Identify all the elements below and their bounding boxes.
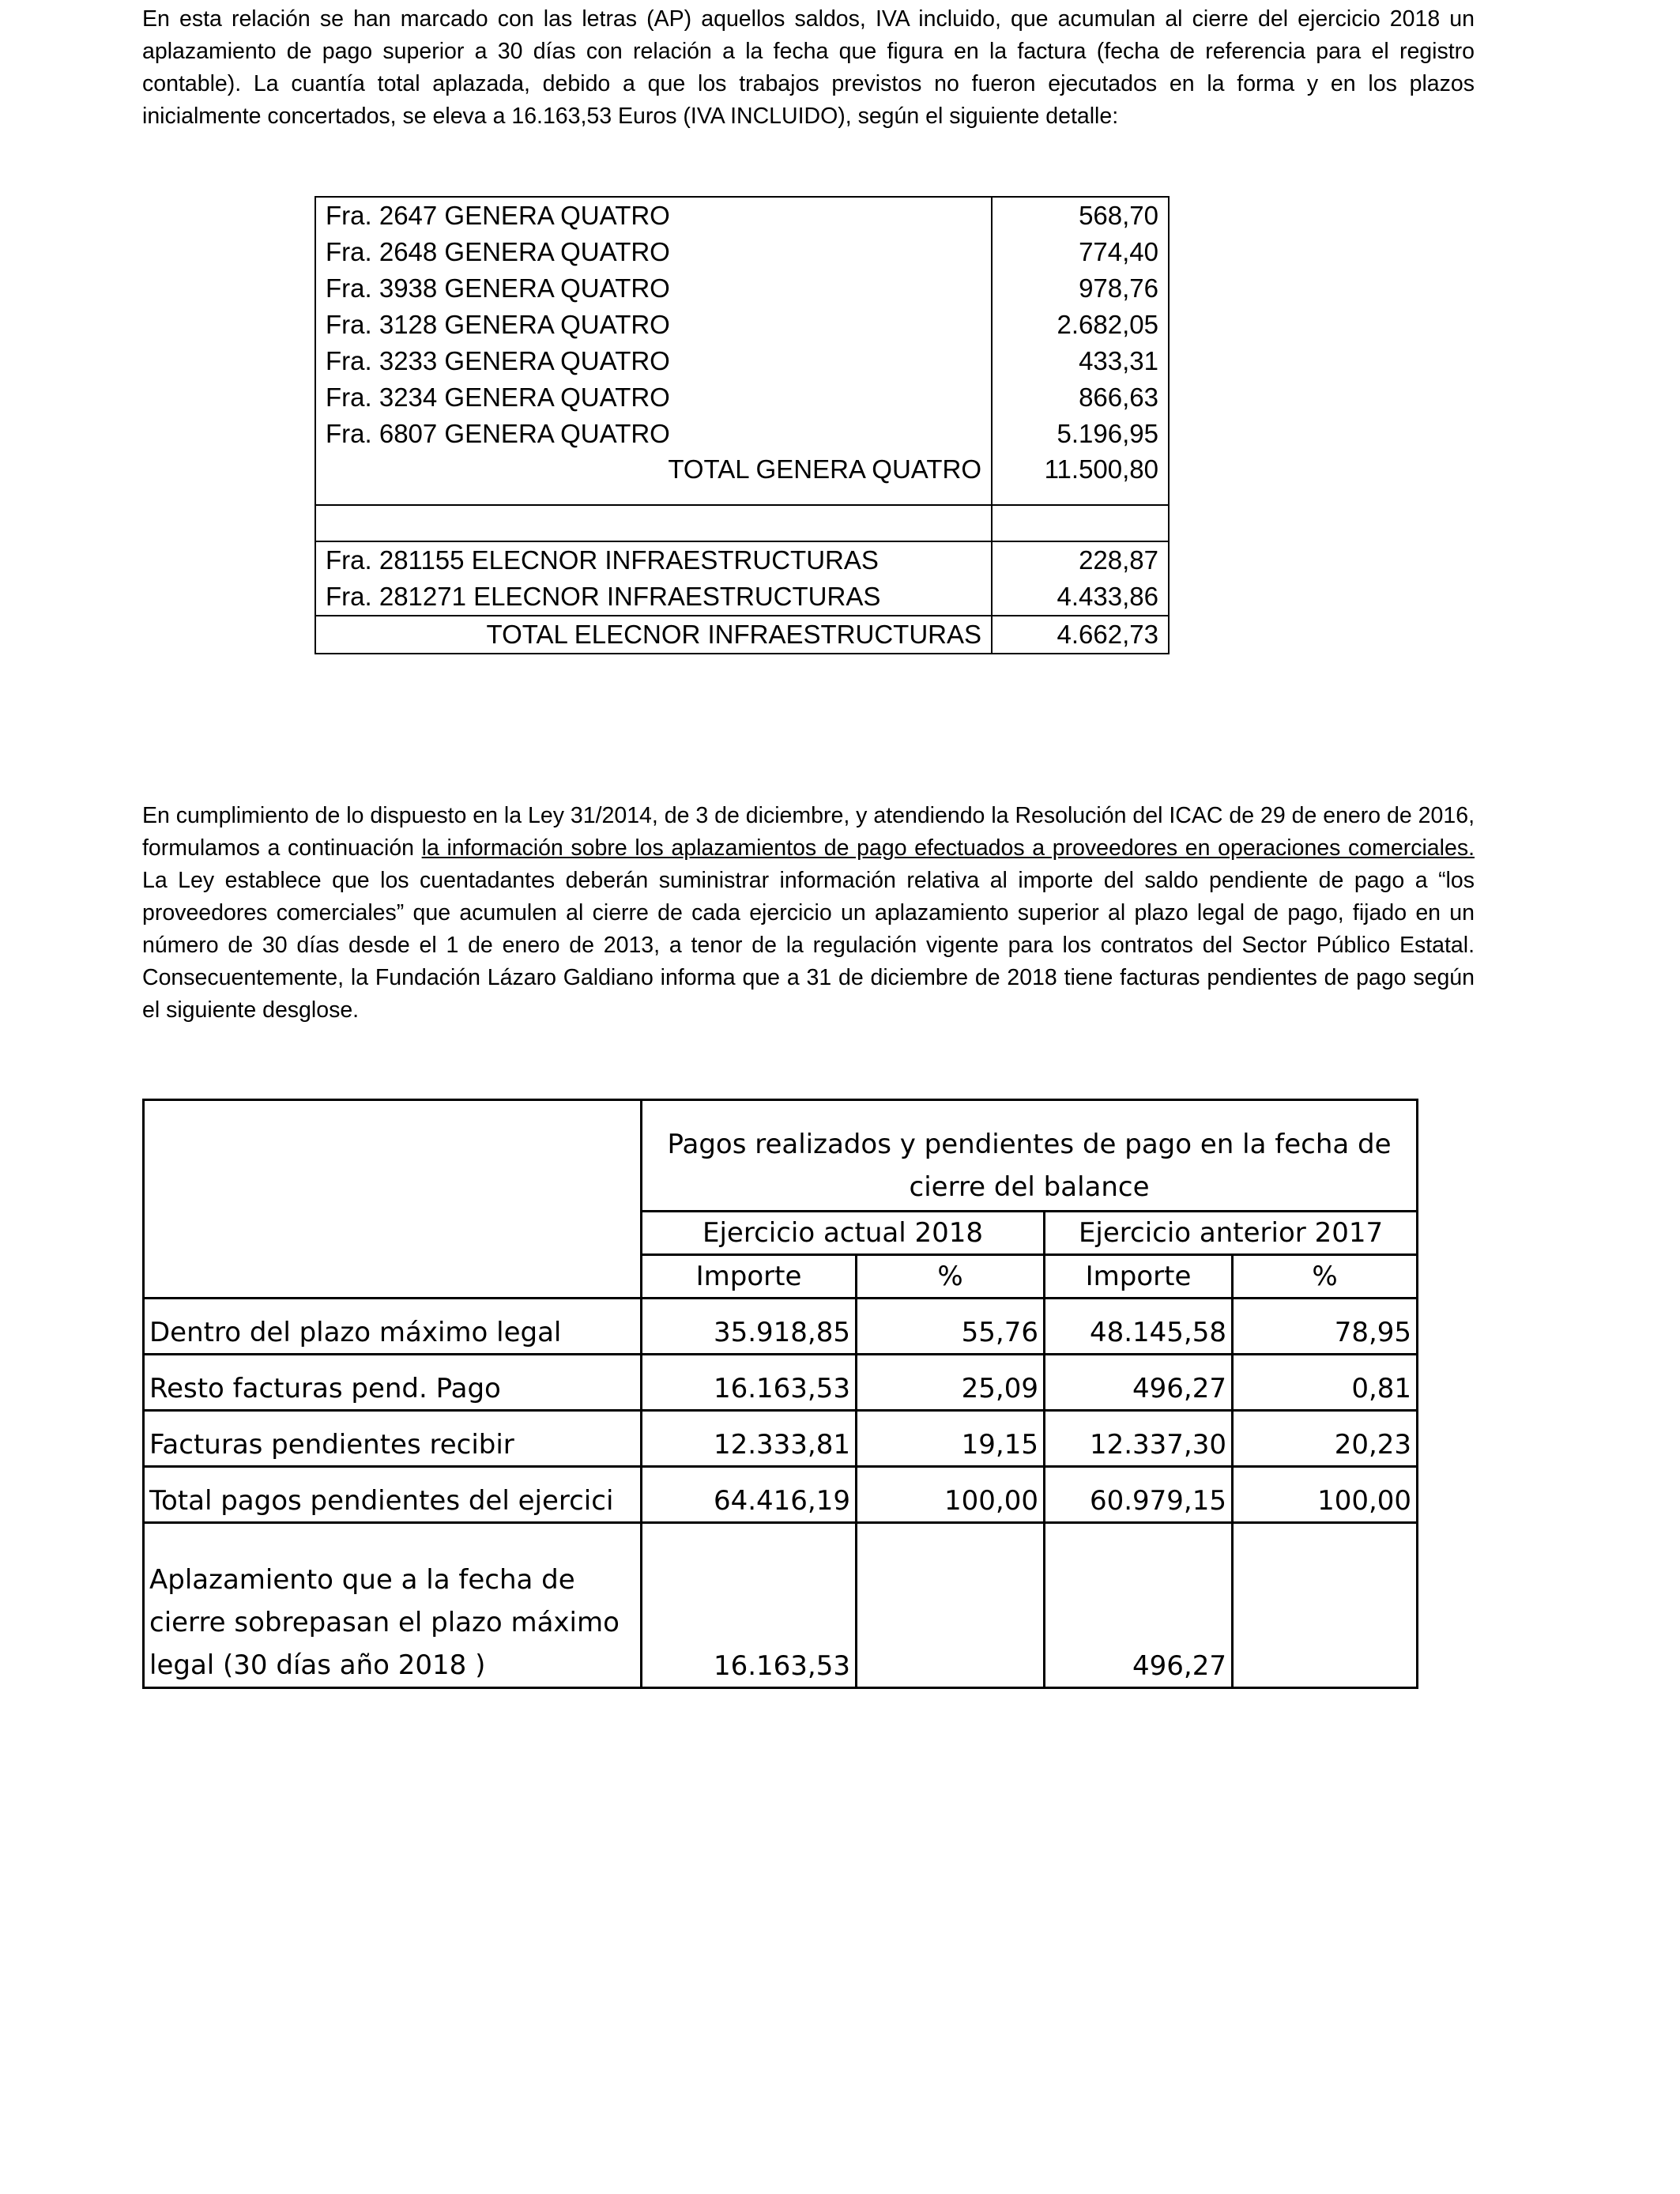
year-current-header: Ejercicio actual 2018 — [642, 1212, 1045, 1255]
invoice-amount: 978,76 — [992, 270, 1169, 307]
invoice-row — [315, 343, 1169, 379]
amount-header-2018: Importe — [642, 1255, 857, 1299]
percent-2018: 55,76 — [857, 1299, 1045, 1355]
invoice-label: Fra. 3234 GENERA QUATRO — [315, 379, 992, 416]
intro-paragraph: En esta relación se han marcado con las letras (AP) aquellos saldos, IVA incluido, que acumulan al cierre del ejercicio 2018 un aplazamiento de pago superior a 30 días con relación a la fecha que figura en la factura (fecha de referencia para el registro contable). La cuantía total aplazada, debido a que los trabajos previstos no fueron ejecutados en la forma y en los plazos inicialmente concertados, se eleva a 16.163,53 Euros (IVA INCLUIDO), según el siguiente detalle: — [142, 6, 1475, 129]
genera-total-row — [315, 452, 1169, 505]
amount-2018: 64.416,19 — [642, 1467, 857, 1523]
amount-2017: 496,27 — [1045, 1355, 1233, 1411]
genera-total-row-label: TOTAL GENERA QUATRO — [315, 452, 992, 505]
law-paragraph — [142, 800, 1475, 1027]
invoice-label: Fra. 281271 ELECNOR INFRAESTRUCTURAS — [315, 579, 992, 616]
invoice-label: Fra. 2648 GENERA QUATRO — [315, 234, 992, 270]
law-text-before: En cumplimiento de lo dispuesto en la Ley 31/2014, de 3 de diciembre, y atendiendo la Resolución del ICAC de 29 de enero de 2016, formulamos a continuación — [142, 803, 1475, 861]
amount-2018: 35.918,85 — [642, 1299, 857, 1355]
deferral-percent-2018 — [857, 1523, 1045, 1688]
percent-2017: 20,23 — [1233, 1411, 1418, 1467]
law-underlined-text: la información sobre los aplazamientos de pago efectuados a proveedores en operaciones comerciales. — [421, 835, 1475, 861]
empty-cell — [315, 505, 992, 541]
percent-2018: 100,00 — [857, 1467, 1045, 1523]
amount-2017: 48.145,58 — [1045, 1299, 1233, 1355]
amount-2017: 12.337,30 — [1045, 1411, 1233, 1467]
deferred-invoices-table — [315, 196, 1170, 654]
payments-row-label: Dentro del plazo máximo legal — [144, 1299, 642, 1355]
invoice-label: Fra. 3233 GENERA QUATRO — [315, 343, 992, 379]
deferral-amount-2017: 496,27 — [1045, 1523, 1233, 1688]
invoice-amount: 774,40 — [992, 234, 1169, 270]
amount-2018: 12.333,81 — [642, 1411, 857, 1467]
year-previous-header: Ejercicio anterior 2017 — [1045, 1212, 1418, 1255]
invoice-label: Fra. 6807 GENERA QUATRO — [315, 416, 992, 452]
payments-row-label: Total pagos pendientes del ejercici — [144, 1467, 642, 1523]
invoice-row — [315, 234, 1169, 270]
invoice-row — [315, 270, 1169, 307]
supplier-payments-table — [142, 1099, 1418, 1689]
amount-header-2017: Importe — [1045, 1255, 1233, 1299]
genera-total-row-amount: 11.500,80 — [992, 452, 1169, 505]
amount-2018: 16.163,53 — [642, 1355, 857, 1411]
invoice-label: Fra. 3938 GENERA QUATRO — [315, 270, 992, 307]
invoice-row — [315, 197, 1169, 234]
empty-row — [315, 505, 1169, 541]
amount-2017: 60.979,15 — [1045, 1467, 1233, 1523]
deferral-percent-2017 — [1233, 1523, 1418, 1688]
deferral-amount-2018: 16.163,53 — [642, 1523, 857, 1688]
percent-2018: 19,15 — [857, 1411, 1045, 1467]
invoice-row — [315, 307, 1169, 343]
payments-row — [144, 1355, 1418, 1411]
invoice-row — [315, 416, 1169, 452]
percent-2017: 100,00 — [1233, 1467, 1418, 1523]
percent-header-2017: % — [1233, 1255, 1418, 1299]
invoice-amount: 4.433,86 — [992, 579, 1169, 616]
invoice-label: Fra. 281155 ELECNOR INFRAESTRUCTURAS — [315, 541, 992, 579]
elecnor-total-row — [315, 616, 1169, 654]
invoice-row — [315, 379, 1169, 416]
elecnor-total-row-label: TOTAL ELECNOR INFRAESTRUCTURAS — [315, 616, 992, 654]
invoice-label: Fra. 3128 GENERA QUATRO — [315, 307, 992, 343]
invoice-amount: 5.196,95 — [992, 416, 1169, 452]
payments-row — [144, 1467, 1418, 1523]
law-text-after: La Ley establece que los cuentadantes deberán suministrar información relativa al importe del saldo pendiente de pago a “los proveedores comerciales” que acumulen al cierre de cada ejercicio un aplazamiento superior al plazo legal de pago, fijado en un número de 30 días desde el 1 de enero de 2013, a tenor de la regulación vigente para los contratos del Sector Público Estatal. Consecuentemente, la Fundación Lázaro Galdiano informa que a 31 de diciembre de 2018 tiene facturas pendientes de pago según el siguiente desglose. — [142, 868, 1475, 1023]
empty-cell — [992, 505, 1169, 541]
percent-2017: 78,95 — [1233, 1299, 1418, 1355]
percent-2017: 0,81 — [1233, 1355, 1418, 1411]
elecnor-total-row-amount: 4.662,73 — [992, 616, 1169, 654]
invoice-amount: 866,63 — [992, 379, 1169, 416]
payments-header: Pagos realizados y pendientes de pago en la fecha de cierre del balance — [642, 1100, 1418, 1212]
payments-row — [144, 1299, 1418, 1355]
deferral-label: Aplazamiento que a la fecha de cierre sobrepasan el plazo máximo legal (30 días año 2018 ) — [144, 1523, 642, 1688]
invoice-amount: 2.682,05 — [992, 307, 1169, 343]
payments-row-label: Resto facturas pend. Pago — [144, 1355, 642, 1411]
percent-2018: 25,09 — [857, 1355, 1045, 1411]
invoice-amount: 433,31 — [992, 343, 1169, 379]
payments-row-label: Facturas pendientes recibir — [144, 1411, 642, 1467]
invoice-amount: 568,70 — [992, 197, 1169, 234]
invoice-label: Fra. 2647 GENERA QUATRO — [315, 197, 992, 234]
invoice-row — [315, 541, 1169, 579]
invoice-row — [315, 579, 1169, 616]
payments-row — [144, 1411, 1418, 1467]
percent-header-2018: % — [857, 1255, 1045, 1299]
invoice-amount: 228,87 — [992, 541, 1169, 579]
header-empty-cell — [144, 1100, 642, 1299]
